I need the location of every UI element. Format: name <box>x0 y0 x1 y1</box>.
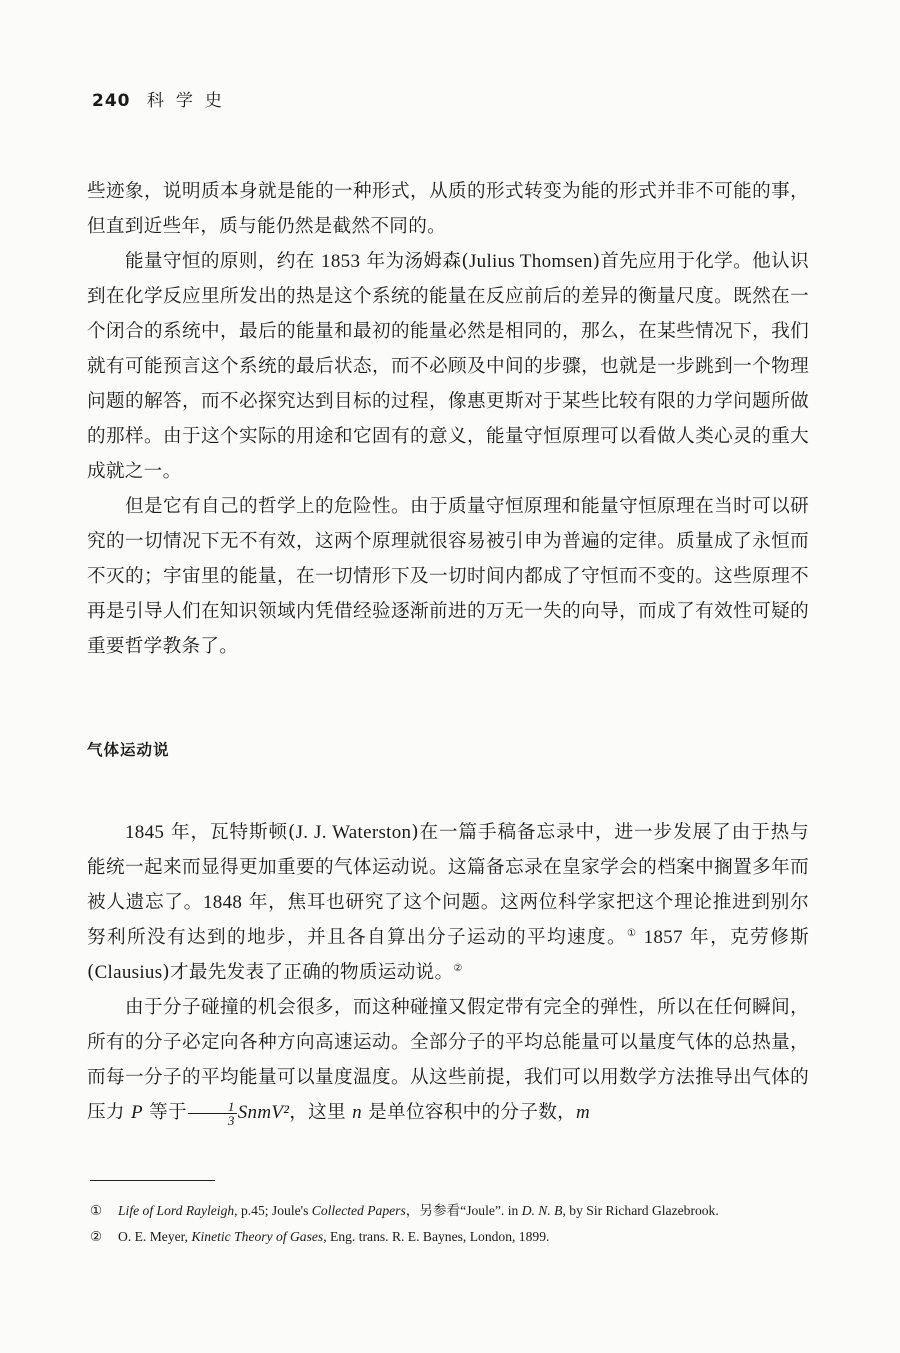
formula-snmv2: SnmV² <box>237 1102 290 1123</box>
paragraph-1: 些迹象，说明质本身就是能的一种形式，从质的形式转变为能的形式并非不可能的事，但直到近些年，质与能仍然是截然不同的。 <box>87 181 809 237</box>
paragraph-3: 但是它有自己的哲学上的危险性。由于质量守恒原理和能量守恒原理在当时可以研究的一切情况下无不有效，这两个原理就很容易被引申为普遍的定律。质量成了永恒而不灭的；宇宙里的能量，在一切情形下及一切时间内都成了守恒而不变的。这些原理不再是引导人们在知识领域内凭借经验逐渐前进的万无一失的向导，而成了有效性可疑的重要哲学教条了。 <box>87 496 809 657</box>
running-head <box>92 86 234 111</box>
name-waterston: J. J. Waterston <box>295 822 412 843</box>
fraction-one-third: $\frac{1}{3}$ <box>188 1100 237 1127</box>
pressure-symbol: P <box>131 1102 143 1123</box>
name-julius-thomsen: Julius Thomsen <box>468 251 593 272</box>
footnote-ref-2[interactable]: ② <box>453 962 463 974</box>
page-number: 240 <box>92 91 131 111</box>
upper-text-block <box>87 174 809 664</box>
footnotes <box>90 1200 806 1252</box>
section-heading: 气体运动说 <box>87 741 170 759</box>
footnote-2: ② O. E. Meyer, Kinetic Theory of Gases, Eng. trans. R. E. Baynes, London, 1899. <box>90 1229 550 1244</box>
paragraph-2: 能量守恒的原则，约在 1853 年为汤姆森(Julius Thomsen)首先应用于化学。他认识到在化学反应里所发出的热是这个系统的能量在反应前后的差异的衡量尺度。既然在一个闭合的系统中，最后的能量和最初的能量必然是相同的，那么，在某些情况下，我们就有可能预言这个系统的最后状态，而不必顾及中间的步骤，也就是一步跳到一个物理问题的解答，而不必探究达到目标的过程，像惠更斯对于某些比较有限的力学问题所做的那样。由于这个实际的用途和它固有的意义，能量守恒原理可以看做人类心灵的重大成就之一。 <box>87 251 809 482</box>
paragraph-5: 由于分子碰撞的机会很多，而这种碰撞又假定带有完全的弹性，所以在任何瞬间，所有的分子必定向各种方向高速运动。全部分子的平均总能量可以量度气体的总热量，而每一分子的平均能量可以量度温度。从这些前提，我们可以用数学方法推导出气体的压力 P 等于 $\frac{1}{3}$ SnmV²，这里 n 是单位容积中的分子数，m <box>87 997 809 1128</box>
book-title: 科学史 <box>146 91 234 111</box>
footnote-1: ① Life of Lord Rayleigh, p.45; Joule's Collected Papers，另参看“Joule”. in D. N. B, by Sir Richard Glazebrook. <box>90 1203 719 1218</box>
lower-text-block <box>87 815 809 1130</box>
name-clausius: Clausius <box>94 962 163 983</box>
footnote-ref-1[interactable]: ① <box>627 927 638 939</box>
footnote-divider <box>90 1180 215 1181</box>
paragraph-4: 1845 年，瓦特斯顿(J. J. Waterston)在一篇手稿备忘录中，进一步发展了由于热与能统一起来而显得更加重要的气体运动说。这篇备忘录在皇家学会的档案中搁置多年而被人遗忘了。1848 年，焦耳也研究了这个问题。这两位科学家把这个理论推进到别尔努利所没有达到的地步，并且各自算出分子运动的平均速度。① 1857 年，克劳修斯(Clausius)才最先发表了正确的物质运动说。② <box>87 822 810 983</box>
